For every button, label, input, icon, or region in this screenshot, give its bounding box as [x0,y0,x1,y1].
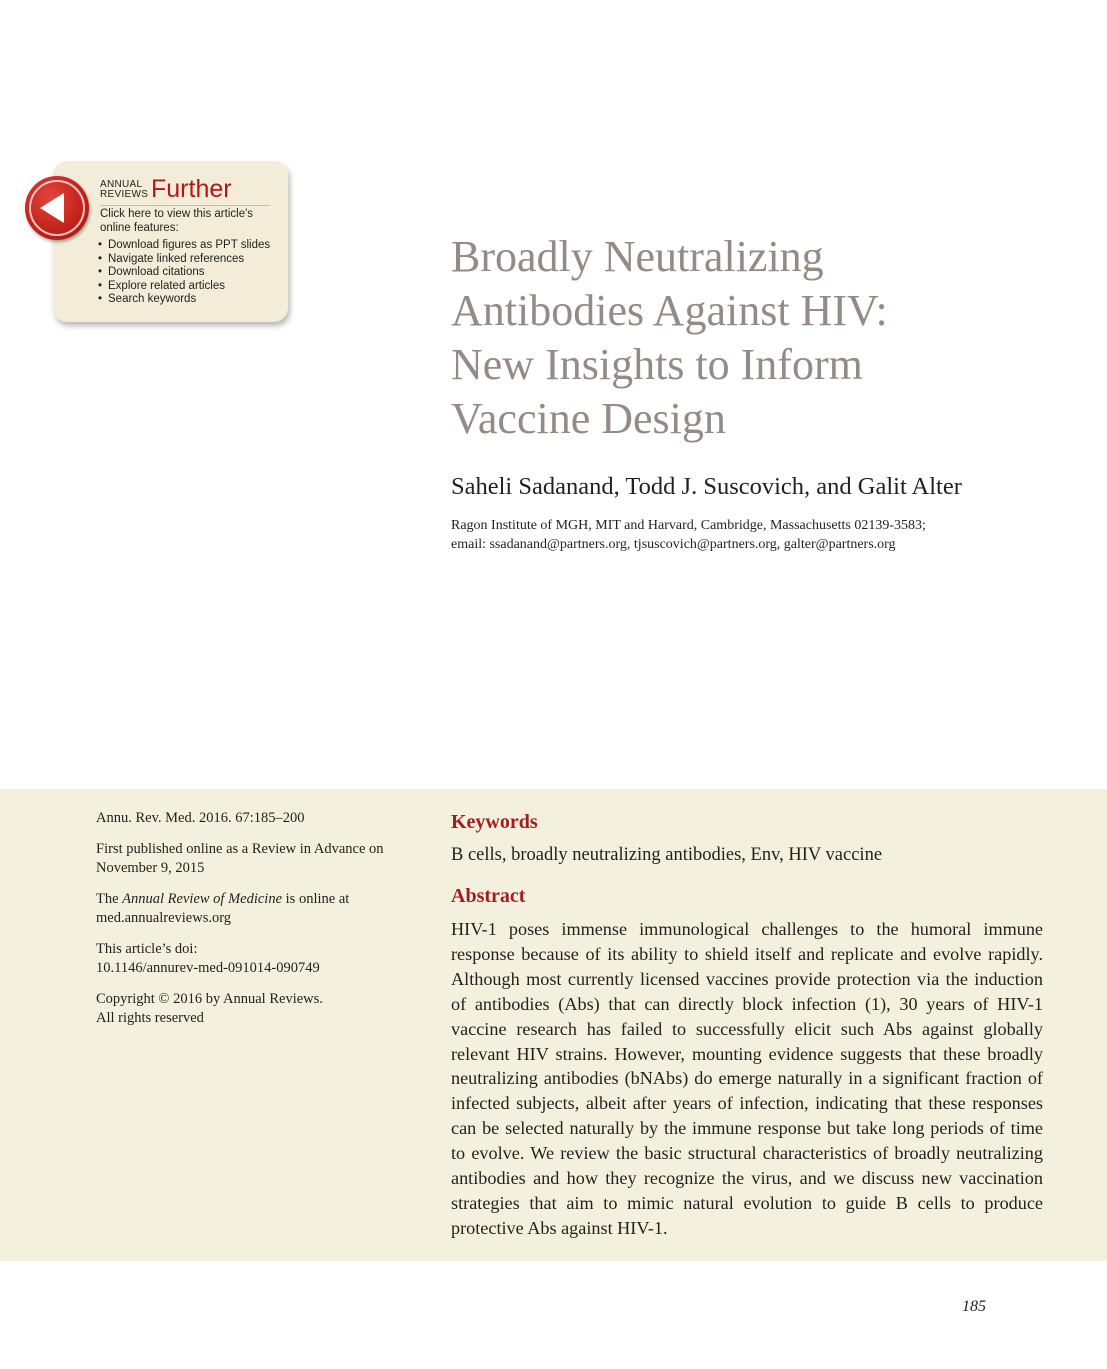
left-arrow-circle-icon[interactable] [25,176,89,240]
online-suffix[interactable]: is online at med.annualreviews.org [96,891,350,926]
feature-item[interactable] [98,280,270,294]
title-line: New Insights to Inform [451,340,863,389]
article-title [451,230,1071,446]
annual-reviews-logo [100,180,148,200]
feature-item[interactable] [98,266,270,280]
online-prefix: The [96,891,123,907]
abstract-heading: Abstract [451,885,526,907]
page-number: 185 [962,1298,986,1315]
copyright [96,990,416,1028]
keywords-list: B cells, broadly neutralizing antibodies, Env, HIV vaccine [451,845,883,865]
further-intro [100,208,280,235]
doi-label: This article’s doi: [96,941,198,957]
affiliation-institution: Ragon Institute of MGH, MIT and Harvard, Cambridge, Massachusetts 02139-3583; [451,518,926,533]
feature-label: Download figures as PPT slides [108,239,271,251]
citation: Annu. Rev. Med. 2016. 67:185–200 [96,810,305,826]
further-divider [100,205,270,206]
affiliation-email[interactable]: email: ssadanand@partners.org, tjsuscovich@partners.org, galter@partners.org [451,537,896,552]
article-meta [96,809,416,1040]
journal-name: Annual Review of Medicine [122,891,283,907]
title-line: Broadly Neutralizing [451,232,824,281]
brand-reviews: REVIEWS [100,189,149,200]
first-published: First published online as a Review in Advance on November 9, 2015 [96,841,384,876]
copyright-line: Copyright © 2016 by Annual Reviews. [96,991,323,1007]
feature-label: Download citations [108,266,205,278]
authors: Saheli Sadanand, Todd J. Suscovich, and Galit Alter [451,473,962,500]
online-at [96,890,416,928]
feature-label: Navigate linked references [108,252,245,265]
feature-item[interactable] [98,239,270,253]
affiliation [451,516,1051,554]
doi-value[interactable]: 10.1146/annurev-med-091014-090749 [96,960,320,976]
further-intro-rest: to view this article's online features: [100,208,254,234]
feature-item[interactable] [98,253,270,267]
rights-line: All rights reserved [96,1010,204,1026]
abstract-text: HIV-1 poses immense immunological challenges to the humoral immune response because of its ability to shield itself and replicate and evolve rapidly. Although most currently licensed vaccines provide protection via the induction of antibodies (Abs) that can directly block infection (1), 30 years of HIV-1 vaccine research has failed to successfully elicit such Abs against globally relevant HIV strains. However, mounting evidence suggests that these broadly neutralizing antibodies (bNAbs) do emerge naturally in a significant fraction of infected subjects, albeit after years of infection, indicating that these responses can be selected naturally by the immune response but take long periods of time to evolve. We review the basic structural characteristics of broadly neutralizing antibodies and how they recognize the virus, and we discuss new vaccination strategies that aim to mimic natural evolution to guide B cells to produce protective Abs against HIV-1. [451,919,1043,1238]
keywords-heading: Keywords [451,811,538,833]
doi-block [96,940,416,978]
feature-item[interactable] [98,293,270,307]
feature-label: Search keywords [108,293,197,305]
feature-label: Explore related articles [108,279,225,292]
further-feature-list [98,239,270,307]
click-here-link[interactable]: Click here [100,208,152,220]
further-title: Further [151,175,232,203]
brand-annual: ANNUAL [100,179,143,190]
title-line: Vaccine Design [451,394,726,443]
arrow-glyph [25,176,89,240]
title-line: Antibodies Against HIV: [451,286,888,335]
